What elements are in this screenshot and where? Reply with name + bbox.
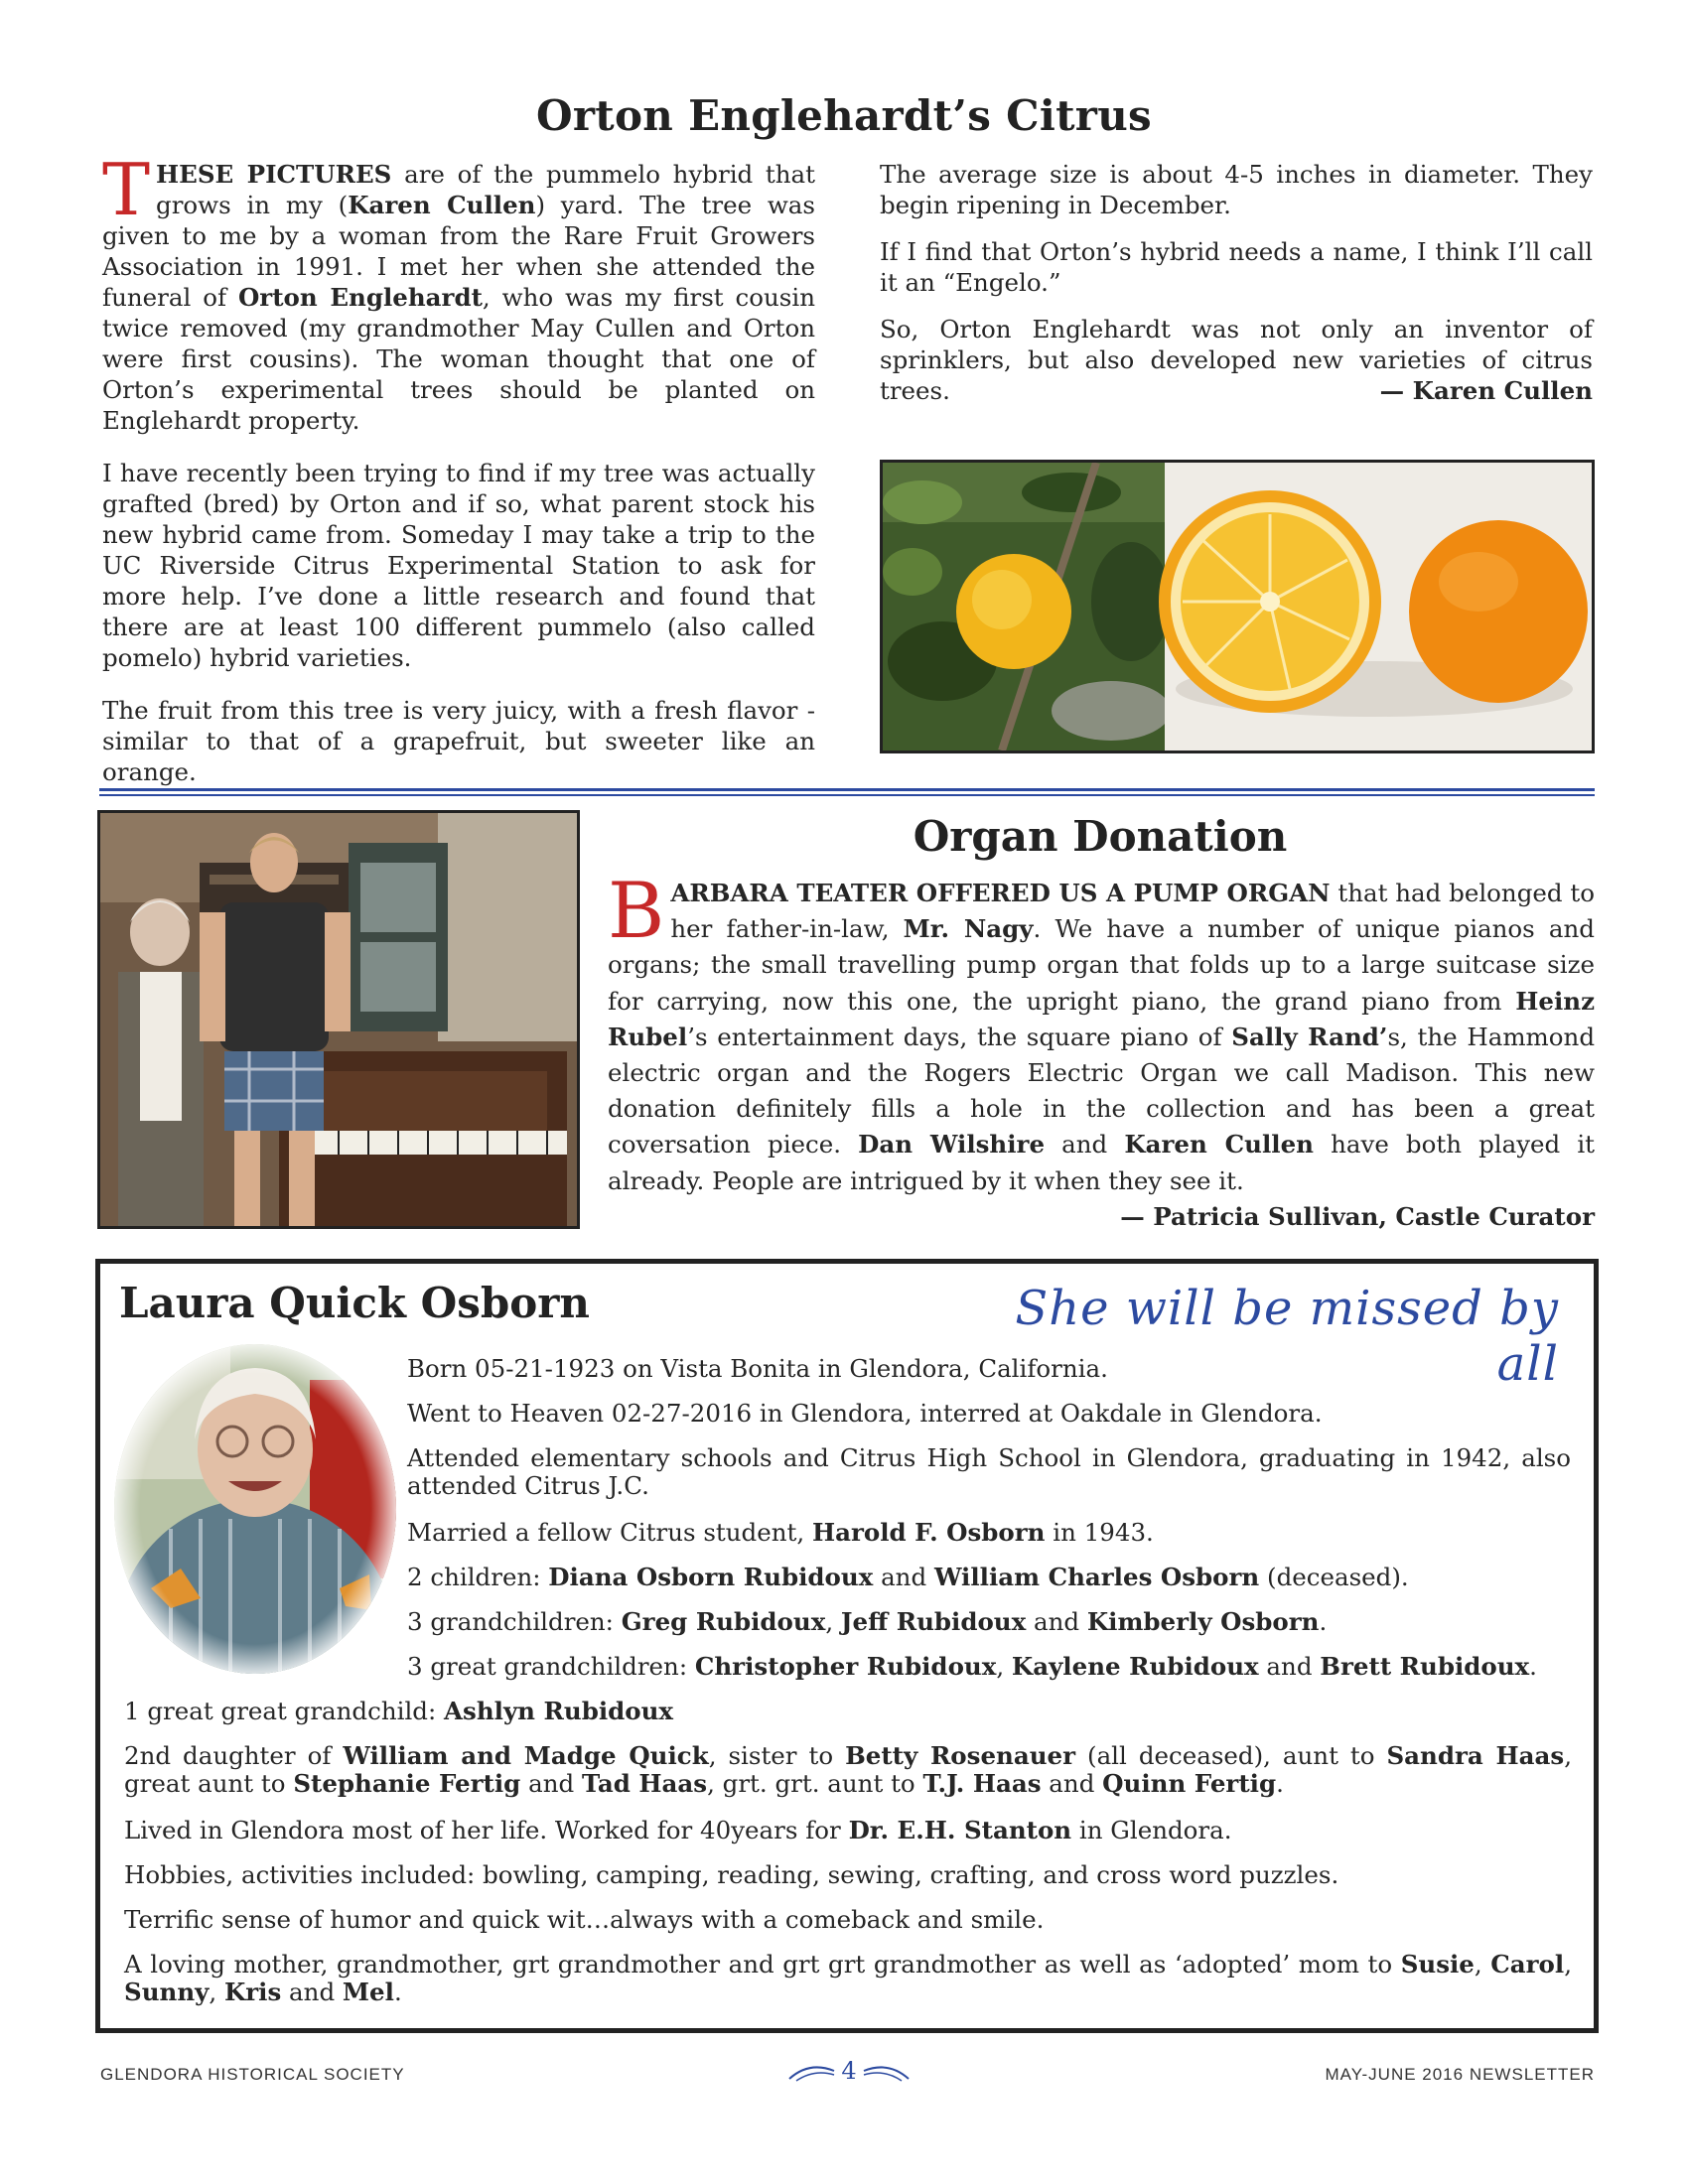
section-divider <box>99 788 1595 796</box>
citrus-paragraph-3: The fruit from this tree is very juicy, with a fresh flavor - similar to that of a grapefruit, but sweeter like an orange. <box>102 696 815 786</box>
obit-family: 2nd daughter of William and Madge Quick, sister to Betty Rosenauer (all deceased), aunt to Sandra Haas, great aunt to Stephanie Fertig and Tad Haas, grt. grt. aunt to T.J. Haas and Quinn Fertig. <box>124 1741 1572 1798</box>
footer-society-name: GLENDORA HISTORICAL SOCIETY <box>100 2065 405 2084</box>
obit-hobbies: Hobbies, activities included: bowling, camping, reading, sewing, crafting, and cross word puzzles. <box>124 1860 1339 1889</box>
article-title-organ: Organ Donation <box>913 812 1288 861</box>
obit-great-grandchildren: 3 great grandchildren: Christopher Rubidoux, Kaylene Rubidoux and Brett Rubidoux. <box>407 1652 1537 1681</box>
citrus-paragraph-4: The average size is about 4-5 inches in diameter. They begin ripening in December. <box>880 160 1593 219</box>
obituary-name: Laura Quick Osborn <box>119 1279 590 1327</box>
citrus-paragraph-6: So, Orton Englehardt was not only an inventor of sprinklers, but also developed new varieties of citrus trees. <box>880 315 1593 405</box>
obit-schools: Attended elementary schools and Citrus High School in Glendora, graduating in 1942, also attended Citrus J.C. <box>407 1443 1571 1500</box>
citrus-photo <box>880 460 1595 753</box>
obituary-tagline: She will be missed by all <box>1015 1281 1559 1392</box>
organ-paragraph: BARBARA TEATER OFFERED US A PUMP ORGAN that had belonged to her father-in-law, Mr. Nagy. We have a number of unique pianos and organs; the small travelling pump organ that folds up to a large suitcase size for carrying, now this one, the upright piano, the grand piano from Heinz Rubel’s entertainment days, the square piano of Sally Rand’s, the Hammond electric organ and the Rogers Electric Organ we call Madison. This new donation definitely fills a hole in the collection and has been a great coversation piece. Dan Wilshire and Karen Cullen have both played it already. People are intrigued by it when they see it. <box>608 867 1596 1195</box>
citrus-right-column <box>880 159 1593 406</box>
citrus-signature: — Karen Cullen <box>1379 376 1593 405</box>
citrus-paragraph-1: THESE PICTURES are of the pummelo hybrid that grows in my (Karen Cullen) yard. The tree was given to me by a woman from the Rare Fruit Growers Association in 1991. I met her when she attended the funeral of Orton Englehardt, who was my first cousin twice removed (my grandmother May Cullen and Orton were first cousins). The woman thought that one of Orton’s experimental trees should be planted on Englehardt property. <box>102 148 816 435</box>
article-title-citrus: Orton Englehardt’s Citrus <box>535 91 1152 140</box>
obit-grandchildren: 3 grandchildren: Greg Rubidoux, Jeff Rubidoux and Kimberly Osborn. <box>407 1607 1328 1636</box>
organ-signature: — Patricia Sullivan, Castle Curator <box>1120 1201 1595 1231</box>
citrus-left-column <box>102 148 816 809</box>
dropcap-t: T <box>102 148 151 231</box>
obit-great-great-grandchild: 1 great great grandchild: Ashlyn Rubidoux <box>124 1697 674 1725</box>
obit-married: Married a fellow Citrus student, Harold F. Osborn in 1943. <box>407 1518 1154 1547</box>
organ-article-body <box>608 867 1596 1235</box>
citrus-paragraph-2: I have recently been trying to find if my tree was actually grafted (bred) by Orton and if so, what parent stock his new hybrid came from. Someday I may take a trip to the UC Riverside Citrus Experimental Station to ask for more help. I’ve done a little research and found that there are at least 100 different pummelo (also called pomelo) hybrid varieties. <box>102 459 815 672</box>
dropcap-b: B <box>608 867 665 956</box>
obit-children: 2 children: Diana Osborn Rubidoux and William Charles Osborn (deceased). <box>407 1563 1409 1591</box>
footer-page-number: 4 <box>784 2057 914 2087</box>
obit-humor: Terrific sense of humor and quick wit…always with a comeback and smile. <box>124 1905 1045 1934</box>
obit-heaven: Went to Heaven 02-27-2016 in Glendora, interred at Oakdale in Glendora. <box>407 1399 1323 1428</box>
citrus-paragraph-5: If I find that Orton’s hybrid needs a name, I think I’ll call it an “Engelo.” <box>880 237 1593 297</box>
obituary-portrait <box>111 1340 399 1678</box>
organ-photo <box>97 810 580 1229</box>
obit-born: Born 05-21-1923 on Vista Bonita in Glendora, California. <box>407 1354 1108 1383</box>
obit-loving: A loving mother, grandmother, grt grandmother and grt grt grandmother as well as ‘adopted’ mom to Susie, Carol, Sunny, Kris and Mel. <box>124 1950 1572 2006</box>
footer-issue: MAY-JUNE 2016 NEWSLETTER <box>1325 2065 1595 2084</box>
obit-lived: Lived in Glendora most of her life. Worked for 40years for Dr. E.H. Stanton in Glendora. <box>124 1816 1232 1844</box>
